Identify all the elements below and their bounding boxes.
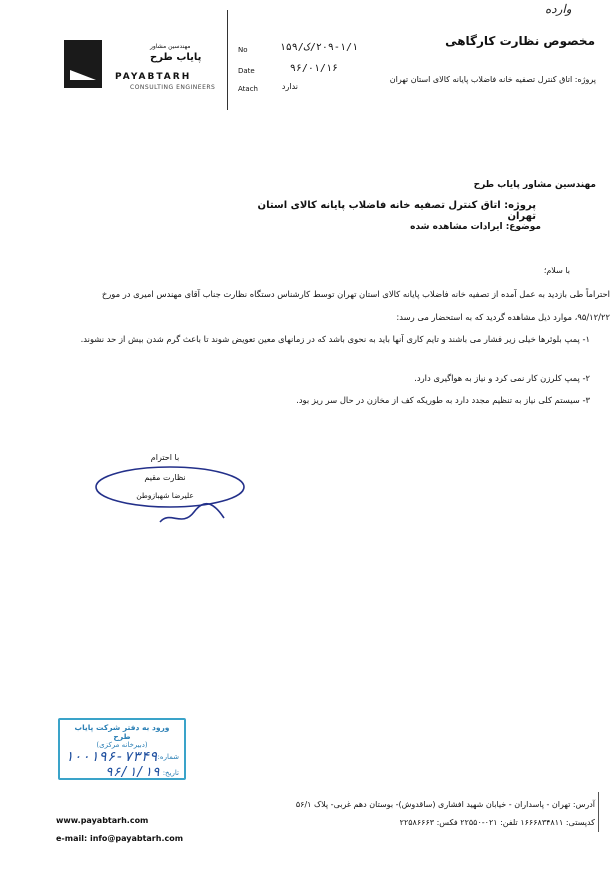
letter-number: ۲۰۹-۱/۱/ک/۱۵۹	[279, 42, 358, 53]
stamp-number: ۱۰۰۱۹۶-۷۳۴۹	[64, 749, 158, 765]
attach-label: Atach	[238, 85, 258, 93]
header-divider	[227, 10, 228, 110]
handwritten-incoming-mark: وارده	[545, 2, 572, 16]
greeting: با سلام؛	[543, 266, 570, 275]
closing: با احترام	[150, 453, 180, 462]
logo-subtitle-en: CONSULTING ENGINEERS	[130, 84, 216, 91]
logo-subtitle-fa: مهندسین مشاور	[150, 43, 191, 50]
header-project-line: پروژه: اتاق کنترل تصفیه خانه فاضلاب پایانه کالای استان تهران	[389, 75, 596, 84]
footer-address: آدرس: تهران - پاسداران - خیابان شهید افشاری (ساقدوش)- بوستان دهم غربی- پلاک ۵۶/۱	[295, 800, 595, 809]
company-logo	[64, 40, 102, 88]
list-item: ۳- سیستم کلی نیاز به تنظیم مجدد دارد به طوریکه کف از مخازن در حال سر ریز بود.	[296, 395, 590, 405]
footer-website-link[interactable]: www.payabtarh.com	[56, 816, 149, 825]
list-item: ۲- پمپ کلرزن کار نمی کرد و نیاز به هواگیری دارد.	[414, 373, 590, 383]
logo-company-name-en: PAYABTARH	[115, 72, 192, 82]
date-label: Date	[238, 67, 255, 75]
logo-company-name-fa: پایاب طرح	[150, 52, 202, 63]
recipient: مهندسین مشاور پایاب طرح	[473, 180, 596, 190]
letter-body-paragraph: احتراماً طی بازدید به عمل آمده از تصفیه خانه فاضلاب پایانه کالای استان تهران توسط کارشناس دستگاه نظارت جناب آقای مهندس امیری در مورخ ۹۵/۱۲/۲۲، موارد ذیل مشاهده گردید که به استحضار می رسد:	[101, 289, 610, 322]
stamp-title: ورود به دفتر شرکت پایاب طرح	[74, 723, 170, 741]
footer-divider	[598, 792, 599, 832]
logo-mark-icon	[64, 40, 102, 88]
footer-email-link[interactable]: e-mail: info@payabtarh.com	[56, 834, 184, 843]
signer-title: نظارت مقیم	[144, 473, 186, 482]
stamp-date-label: تاریخ:	[162, 768, 179, 777]
attach-value: ندارد	[281, 82, 298, 91]
signer-name: علیرضا شهبازوطن	[136, 491, 194, 500]
stamp-number-label: شماره:	[157, 753, 179, 761]
footer-postal-phone: کدپستی: ۱۶۶۶۸۳۴۸۱۱ تلفن: ۰۲۱-۲۲۵۵۰ فکس: ۲۲۵۸۶۶۶۳	[399, 818, 595, 827]
list-item: ۱- پمپ بلوئرها خیلی زیر فشار می باشند و تایم کاری آنها باید به نحوی باشد که در زمانهای معین تعویض شوند تا باعث گرم شدن بیش از حد نشوند.	[80, 334, 590, 344]
project-line: پروژه: اتاق کنترل تصفیه خانه فاضلاب پایانه کالای استان تهران	[257, 200, 536, 222]
subject-line: موضوع: ایرادات مشاهده شده	[410, 222, 541, 232]
header-title: مخصوص نظارت کارگاهی	[445, 34, 595, 48]
stamp-office: (دبیرخانه مرکزی)	[96, 741, 148, 749]
letter-date: ۹۶/۰۱/۱۶	[289, 63, 338, 74]
no-label: No	[238, 46, 248, 54]
stamp-date: ۹۶/۱/۱۹	[105, 765, 160, 780]
received-stamp	[58, 718, 186, 780]
